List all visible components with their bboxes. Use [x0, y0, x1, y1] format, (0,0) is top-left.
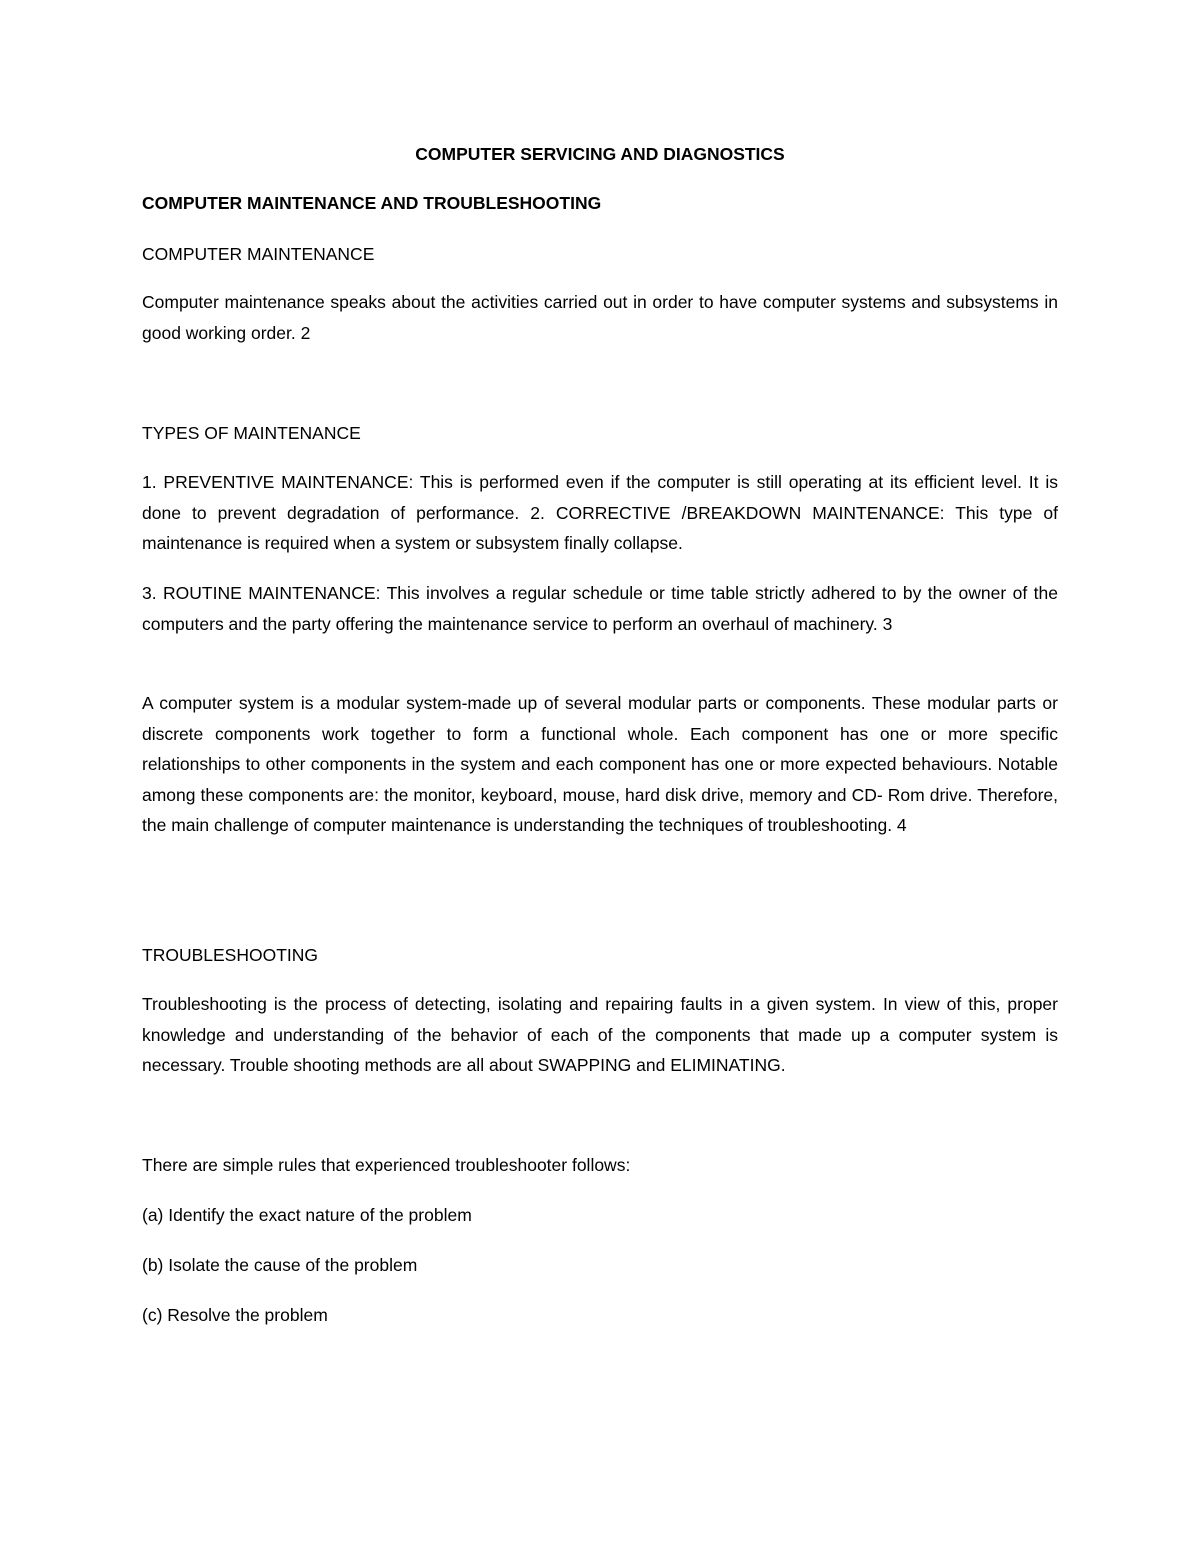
maintenance-definition-paragraph: Computer maintenance speaks about the activities carried out in order to have computer systems and subsystems in good working order. 2: [142, 292, 1058, 343]
maintenance-types-paragraph-2: 3. ROUTINE MAINTENANCE: This involves a regular schedule or time table strictly adhered to by the owner of the computers and the party offering the maintenance service to perform an overhaul of machinery. 3: [142, 583, 1058, 634]
maintenance-types-paragraph-1: 1. PREVENTIVE MAINTENANCE: This is performed even if the computer is still operating at its efficient level. It is done to prevent degradation of performance. 2. CORRECTIVE /BREAKDOWN MAINTENANCE: This type of maintenance is required when a system or subsystem finally collapse.: [142, 472, 1058, 553]
modular-system-paragraph: A computer system is a modular system-made up of several modular parts or components. These modular parts or discrete components work together to form a functional whole. Each component has one or more specific relationships to other components in the system and each component has one or more expected behaviours. Notable among these components are: the monitor, keyboard, mouse, hard disk drive, memory and CD- Rom drive. Therefore, the main challenge of computer maintenance is understanding the techniques of troubleshooting. 4: [142, 693, 1058, 835]
document-title: COMPUTER SERVICING AND DIAGNOSTICS: [415, 144, 785, 164]
rule-b: (b) Isolate the cause of the problem: [142, 1255, 418, 1275]
section-heading-troubleshooting: TROUBLESHOOTING: [142, 945, 318, 965]
troubleshooting-paragraph: Troubleshooting is the process of detecting, isolating and repairing faults in a given system. In view of this, proper knowledge and understanding of the behavior of each of the components that made up a computer system is necessary. Trouble shooting methods are all about SWAPPING and ELIMINATING.: [142, 994, 1058, 1075]
rule-c: (c) Resolve the problem: [142, 1305, 328, 1325]
rule-a: (a) Identify the exact nature of the problem: [142, 1205, 472, 1225]
rules-intro: There are simple rules that experienced troubleshooter follows:: [142, 1155, 631, 1175]
section-heading-computer-maintenance: COMPUTER MAINTENANCE: [142, 244, 375, 264]
document-subtitle: COMPUTER MAINTENANCE AND TROUBLESHOOTING: [142, 193, 602, 213]
section-heading-types-of-maintenance: TYPES OF MAINTENANCE: [142, 423, 361, 443]
